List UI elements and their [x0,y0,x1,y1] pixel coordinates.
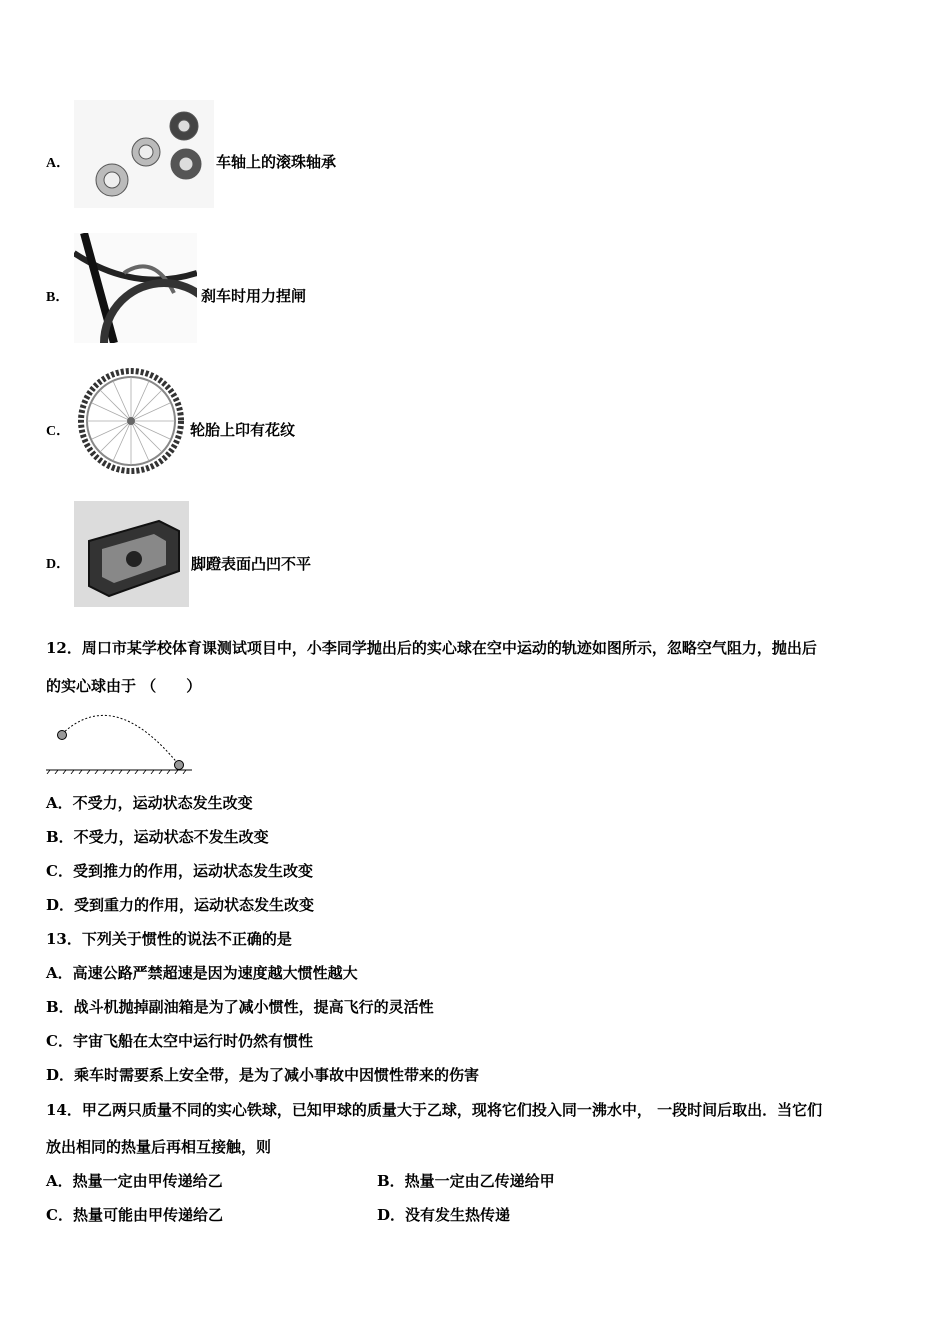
bicycle-pedal-image [74,501,189,607]
q14-stem-line1: 14．甲乙两只质量不同的实心铁球，已知甲球的质量大于乙球，现将它们投入同一沸水中， 一段时间后取出．当它们 [46,1101,823,1119]
bicycle-brake-image [74,233,197,343]
q14-stem-line2: 放出相同的热量后再相互接触，则 [46,1138,272,1156]
option-c-text: 轮胎上印有花纹 [190,421,296,439]
option-b-text: 刹车时用力捏闸 [201,287,307,305]
option-d-letter: D． [46,557,71,572]
q13-option-b: B．战斗机抛掉副油箱是为了减小惯性，提高飞行的灵活性 [46,998,434,1016]
trajectory-diagram [44,710,194,774]
option-c-letter: C． [46,424,71,439]
option-a-letter: A． [46,156,71,171]
q13-option-c: C．宇宙飞船在太空中运行时仍然有惯性 [46,1032,313,1050]
q12-option-c: C．受到推力的作用，运动状态发生改变 [46,862,313,880]
q12-option-d: D．受到重力的作用，运动状态发生改变 [46,896,315,914]
q12-option-b: B．不受力，运动状态不发生改变 [46,828,269,846]
q12-stem-line1: 12．周口市某学校体育课测试项目中，小李同学抛出后的实心球在空中运动的轨迹如图所示，忽略空气阻力，抛出后 [46,639,817,657]
q12-option-a: A．不受力，运动状态发生改变 [46,794,253,812]
q13-option-d: D．乘车时需要系上安全带，是为了减小事故中因惯性带来的伤害 [46,1066,480,1084]
q12-stem-line2: 的实心球由于 （ ） [46,677,202,695]
q14-option-d: D．没有发生热传递 [377,1206,511,1224]
ball-bearings-image [74,100,214,208]
option-d-text: 脚蹬表面凸凹不平 [191,555,312,573]
q13-option-a: A．高速公路严禁超速是因为速度越大惯性越大 [46,964,358,982]
option-b-letter: B． [46,290,70,305]
q14-option-b: B．热量一定由乙传递给甲 [377,1172,555,1190]
option-a-text: 车轴上的滚珠轴承 [216,153,337,171]
q14-option-c: C．热量可能由甲传递给乙 [46,1206,223,1224]
q13-stem: 13．下列关于惯性的说法不正确的是 [46,930,292,948]
q14-option-a: A．热量一定由甲传递给乙 [46,1172,223,1190]
bicycle-wheel-image [74,367,188,475]
